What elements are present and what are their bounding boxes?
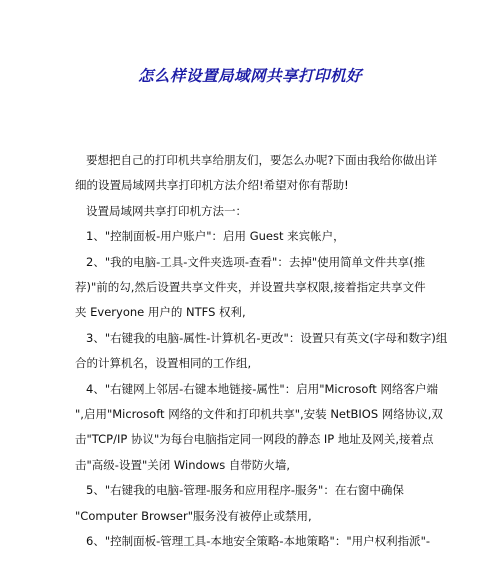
document-title: 怎么样设置局域网共享打印机好 bbox=[137, 66, 362, 85]
paragraph bbox=[75, 326, 448, 377]
document-body bbox=[75, 148, 448, 555]
paragraph-line: 5、"右键我的电脑-管理-服务和应用程序-服务"：在右窗中确保 bbox=[86, 483, 404, 498]
paragraph bbox=[75, 478, 445, 529]
paragraph-line: 击"TCP/IP 协议"为每台电脑指定同一网段的静态 IP 地址及网关,接着点 bbox=[75, 432, 434, 447]
paragraph-line: 6、"控制面板-管理工具-本地安全策略-本地策略"："用户权利指派"- bbox=[86, 534, 431, 549]
paragraph-line: 2、"我的电脑-工具-文件夹选项-查看"：去掉"使用简单文件共享(推 bbox=[86, 254, 426, 269]
paragraph bbox=[75, 224, 445, 249]
paragraph-line: 要想把自己的打印机共享给朋友们，要怎么办呢?下面由我给你做出详 bbox=[86, 153, 438, 167]
paragraph-line: 1、"控制面板-用户账户"：启用 Guest 来宾帐户， bbox=[86, 229, 345, 244]
paragraph-line: 4、"右键网上邻居-右键本地链接-属性"：启用"Microsoft 网络客户端 bbox=[86, 381, 438, 396]
paragraph-line: ",启用"Microsoft 网络的文件和打印机共享",安装 NetBIOS 网络协议,双 bbox=[75, 407, 443, 422]
paragraph-line: 夹 Everyone 用户的 NTFS 权利, bbox=[75, 305, 246, 320]
paragraph bbox=[75, 250, 445, 326]
paragraph bbox=[75, 199, 445, 224]
paragraph-line: 设置局域网共享打印机方法一： bbox=[86, 203, 247, 218]
paragraph bbox=[75, 529, 445, 554]
paragraph-line: "Computer Browser"服务没有被停止或禁用, bbox=[75, 508, 312, 523]
paragraph bbox=[75, 377, 445, 479]
paragraph-line: 击"高级-设置"关闭 Windows 自带防火墙, bbox=[75, 457, 291, 472]
paragraph-line: 合的计算机名，设置相同的工作组, bbox=[75, 356, 252, 371]
paragraph-line: 3、"右键我的电脑-属性-计算机名-更改"：设置只有英文(字母和数字)组 bbox=[86, 330, 448, 345]
paragraph-line: 细的设置局域网共享打印机方法介绍!希望对你有帮助! bbox=[75, 178, 349, 193]
paragraph bbox=[75, 148, 445, 199]
paragraph-line: 荐)"前的勾,然后设置共享文件夹，并设置共享权限,接着指定共享文件 bbox=[75, 280, 426, 295]
